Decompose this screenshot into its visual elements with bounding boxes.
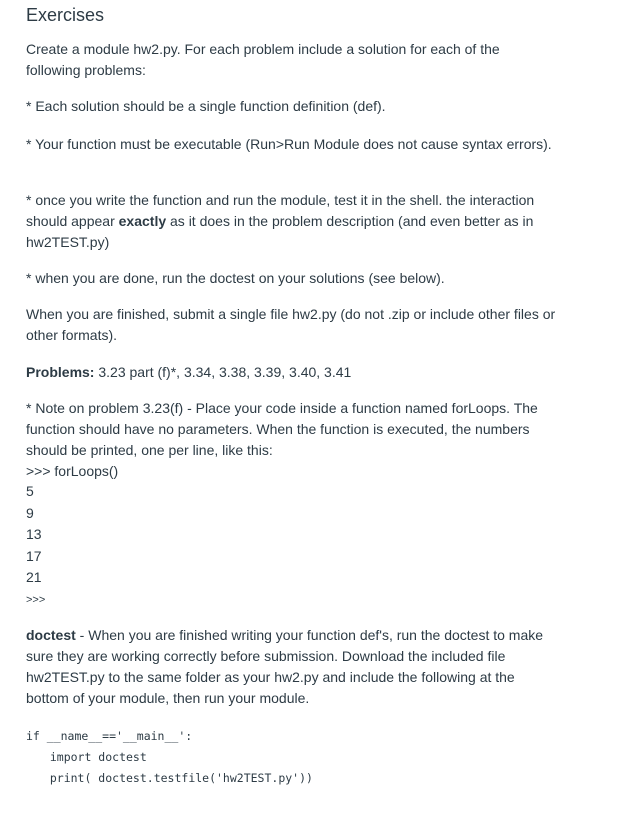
doctest-line-1 [26, 625, 596, 646]
doctest-paragraph [26, 625, 596, 709]
output-value: 9 [26, 505, 34, 521]
output-value: 21 [26, 569, 42, 585]
code-line-print: print( doctest.testfile('hw2TEST.py')) [36, 771, 313, 785]
submit-line-2: other formats). [26, 327, 118, 343]
page-title: Exercises [26, 5, 105, 25]
intro-line-1: Create a module hw2.py. For each problem include a solution for each of the [26, 41, 500, 57]
bullet-run-doctest: * when you are done, run the doctest on your solutions (see below). [26, 270, 445, 286]
intro-line-2: following problems: [26, 62, 146, 78]
emphasis-exactly: exactly [118, 213, 167, 229]
bullet-test-shell [26, 190, 596, 253]
bullet-test-text: should appear [26, 213, 119, 229]
submit-paragraph [26, 304, 596, 346]
code-line-import: import doctest [36, 750, 147, 764]
shell-call: >>> forLoops() [26, 463, 119, 479]
bullet-executable: * Your function must be executable (Run>Run Module does not cause syntax errors). [26, 136, 552, 152]
note-line-1: * Note on problem 3.23(f) - Place your code inside a function named forLoops. The [26, 400, 538, 416]
doctest-line-3: hw2TEST.py to the same folder as your hw2.py and include the following at the [26, 669, 515, 685]
note-line-2: function should have no parameters. When the function is executed, the numbers [26, 421, 530, 437]
bullet-test-line-1: * once you write the function and run the module, test it in the shell. the interaction [26, 192, 535, 208]
problems-list: 3.23 part (f)*, 3.34, 3.38, 3.39, 3.40, 3.41 [94, 364, 352, 380]
doctest-label: doctest [26, 627, 76, 643]
submit-line-1: When you are finished, submit a single file hw2.py (do not .zip or include other files or [26, 306, 556, 322]
output-value: 13 [26, 526, 42, 542]
note-line-3: should be printed, one per line, like this: [26, 442, 273, 458]
code-line-if: if __name__=='__main__': [26, 729, 193, 743]
bullet-single-function: * Each solution should be a single function definition (def). [26, 98, 386, 114]
doctest-text: - When you are finished writing your function def's, run the doctest to make [75, 627, 544, 643]
problems-line [26, 362, 596, 383]
output-value: 5 [26, 483, 34, 499]
intro-paragraph [26, 39, 596, 81]
output-value: 17 [26, 548, 42, 564]
bullet-test-text-2: as it does in the problem description (and even better as in [166, 213, 534, 229]
bullet-test-line-3: hw2TEST.py) [26, 234, 110, 250]
bullet-test-line-2 [26, 211, 596, 232]
doctest-line-4: bottom of your module, then run your module. [26, 690, 310, 706]
problems-label: Problems: [26, 364, 95, 380]
note-paragraph [26, 398, 596, 482]
doctest-line-2: sure they are working correctly before submission. Download the included file [26, 648, 506, 664]
shell-prompt: >>> [26, 594, 46, 606]
